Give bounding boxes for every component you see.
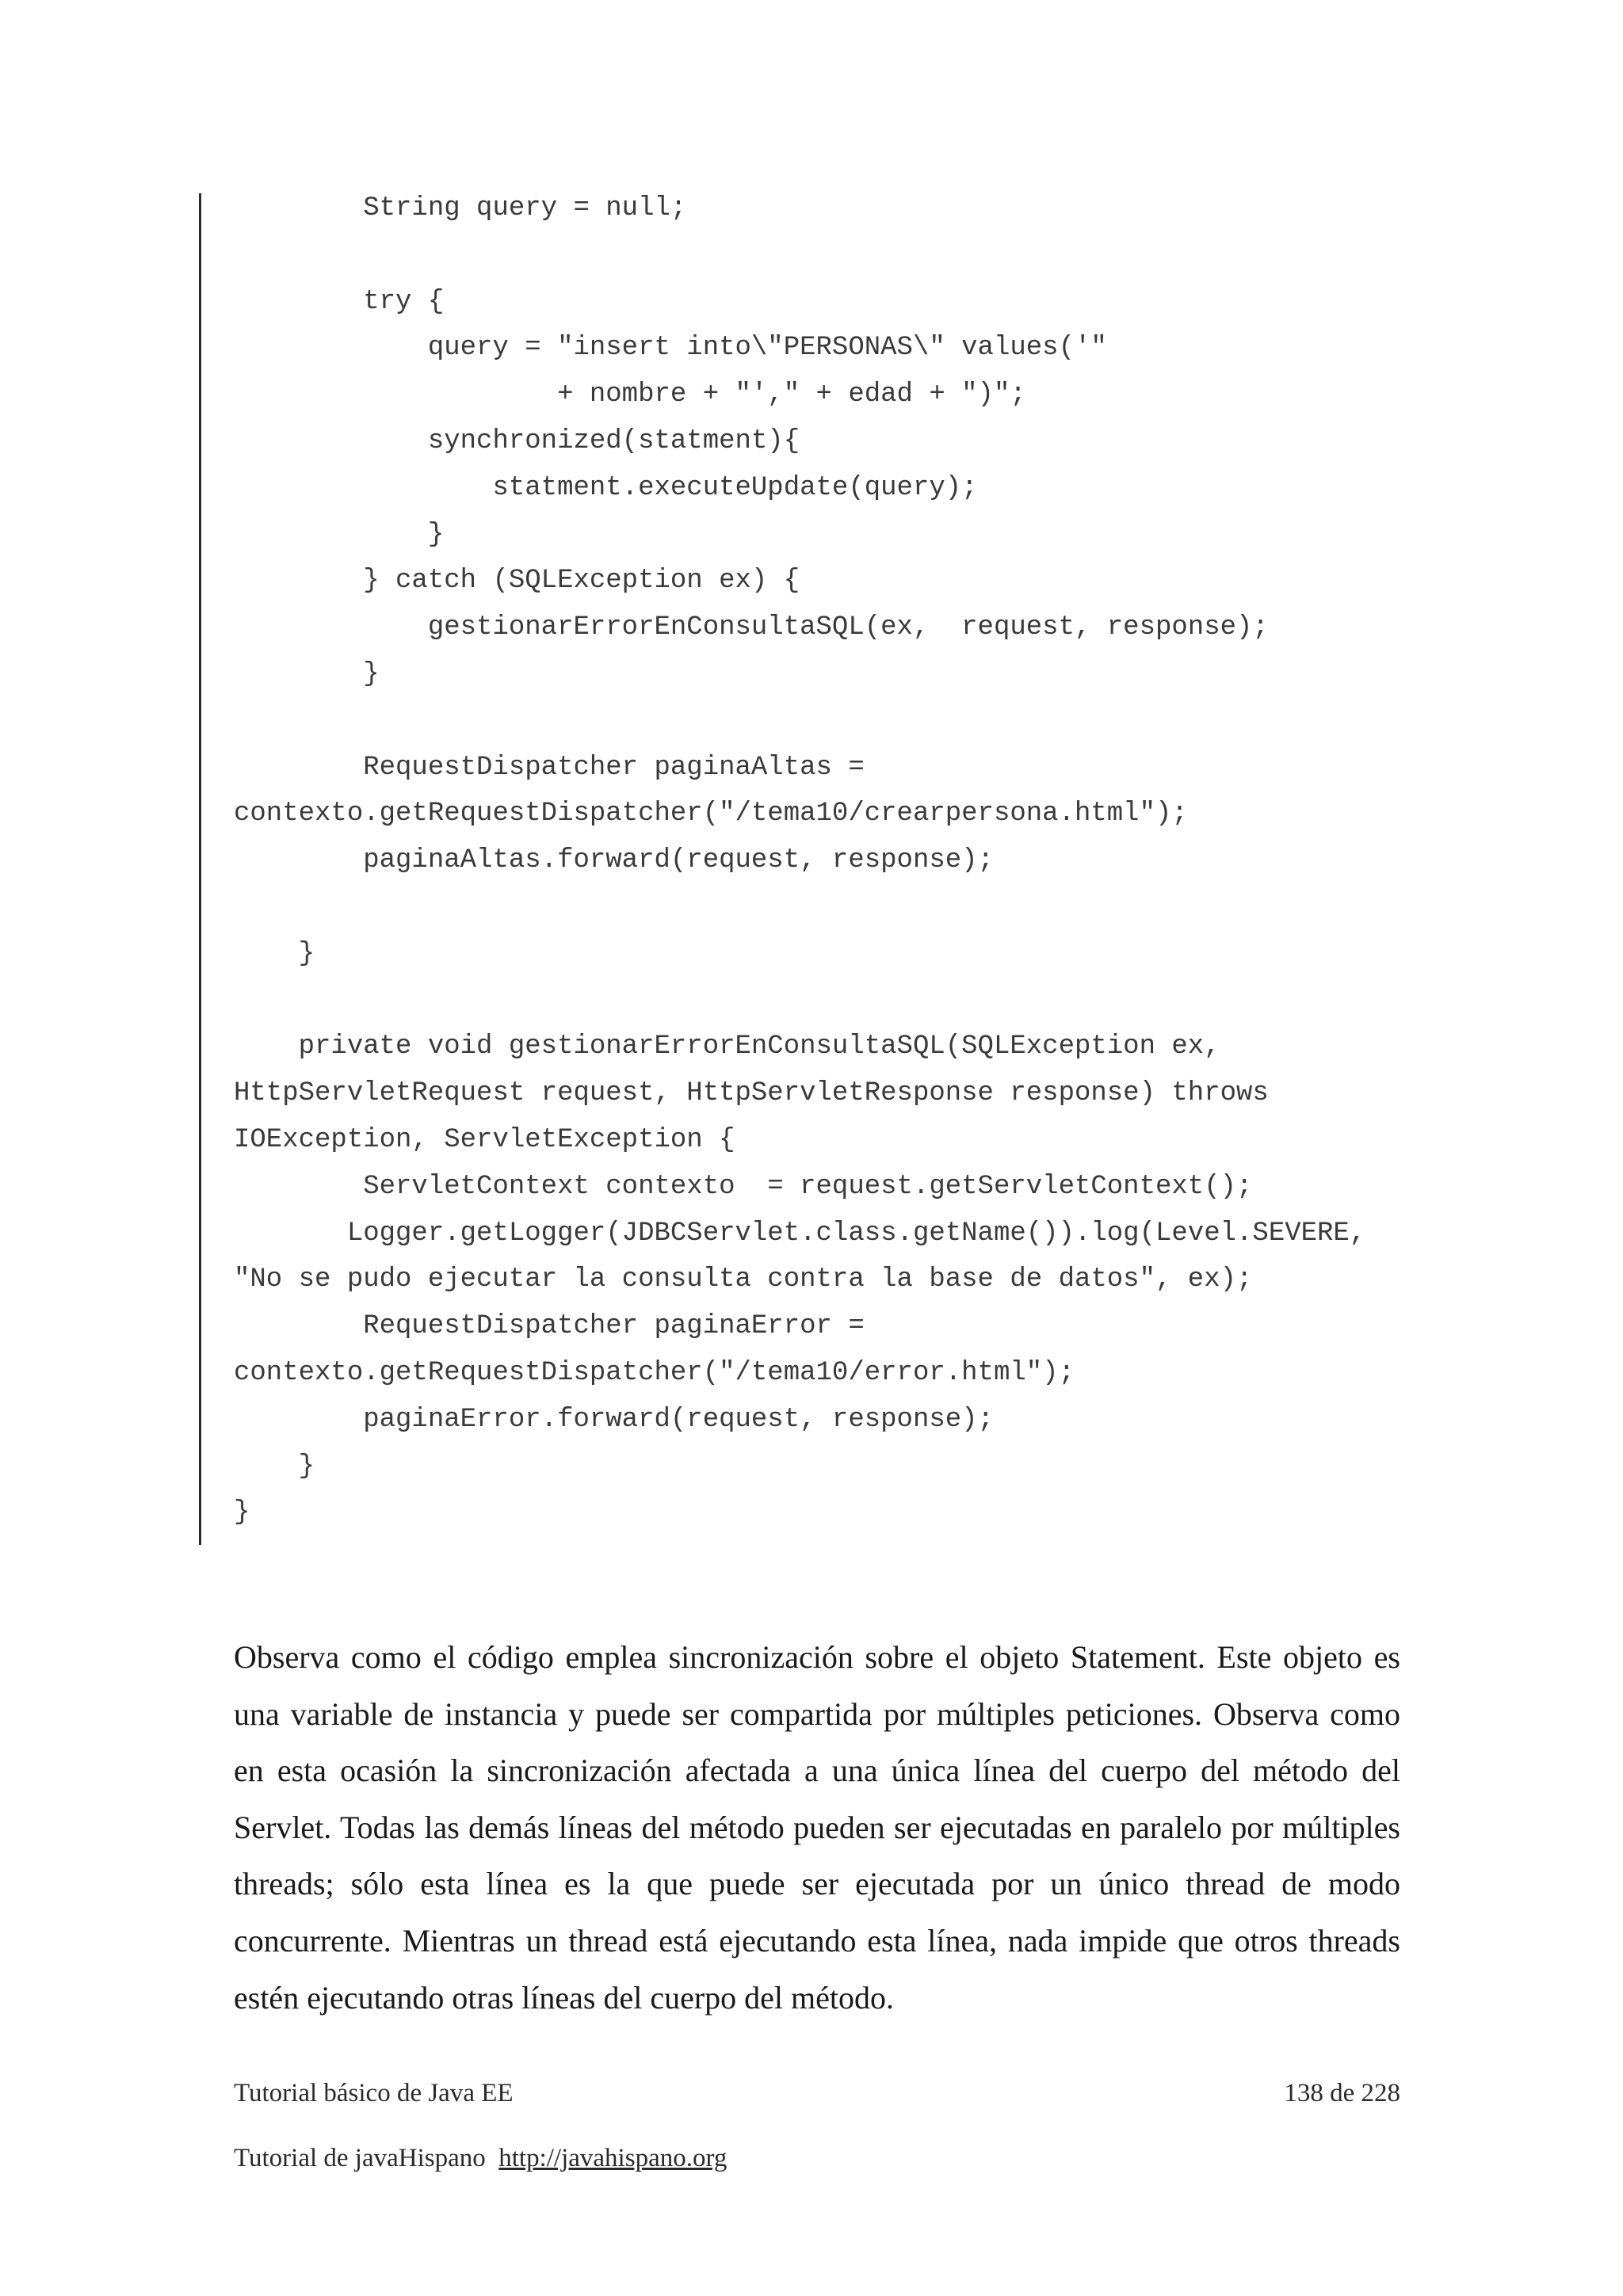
code-line: gestionarErrorEnConsultaSQL(ex, request, response); xyxy=(234,612,1269,643)
code-line: IOException, ServletException { xyxy=(234,1124,735,1155)
code-line: Logger.getLogger(JDBCServlet.class.getName()).log(Level.SEVERE, xyxy=(234,1218,1366,1249)
code-line: try { xyxy=(234,286,445,317)
code-line: HttpServletRequest request, HttpServletResponse response) throws xyxy=(234,1078,1269,1109)
code-line xyxy=(234,884,1423,931)
code-line: + nombre + "'," + edad + ")"; xyxy=(234,379,1026,410)
footer-source-text: Tutorial de javaHispano xyxy=(234,2144,486,2172)
code-line: } xyxy=(234,1497,250,1528)
code-line: RequestDispatcher paginaAltas = xyxy=(234,752,865,783)
code-line xyxy=(234,698,1423,745)
code-line xyxy=(234,978,1423,1024)
code-line: contexto.getRequestDispatcher("/tema10/error.html"); xyxy=(234,1357,1075,1388)
footer-source xyxy=(234,2144,727,2173)
code-line: } catch (SQLException ex) { xyxy=(234,566,800,597)
code-line: } xyxy=(234,1451,315,1482)
code-line: String query = null; xyxy=(234,193,687,223)
code-line: ServletContext contexto = request.getServletContext(); xyxy=(234,1171,1253,1202)
code-line: contexto.getRequestDispatcher("/tema10/crearpersona.html"); xyxy=(234,799,1188,830)
code-line: } xyxy=(234,658,380,689)
code-line: } xyxy=(234,938,315,969)
code-line: paginaError.forward(request, response); xyxy=(234,1404,994,1435)
code-line: statment.executeUpdate(query); xyxy=(234,472,978,503)
code-block-border xyxy=(199,193,201,1545)
code-line: } xyxy=(234,519,445,550)
code-line: synchronized(statment){ xyxy=(234,425,800,456)
code-line: paginaAltas.forward(request, response); xyxy=(234,845,994,876)
footer-source-link[interactable]: http://javahispano.org xyxy=(498,2144,727,2172)
code-block xyxy=(234,185,1423,1536)
code-line: "No se pudo ejecutar la consulta contra la base de datos", ex); xyxy=(234,1264,1253,1295)
code-line: RequestDispatcher paginaError = xyxy=(234,1311,865,1342)
body-paragraph: Observa como el código emplea sincronización sobre el objeto Statement. Este objeto es una variable de instancia y puede ser compartida por múltiples peticiones. Observa como en esta ocasión la sincronización afectada a una única línea del cuerpo del método del Servlet. Todas las demás líneas del método pueden ser ejecutadas en paralelo por múltiples threads; sólo esta línea es la que puede ser ejecutada por un único thread de modo concurrente. Mientras un thread está ejecutando esta línea, nada impide que otros threads estén ejecutando otras líneas del cuerpo del método. xyxy=(234,1639,1400,2016)
code-line: query = "insert into\"PERSONAS\" values('" xyxy=(234,333,1107,364)
footer-title: Tutorial básico de Java EE xyxy=(234,2079,514,2107)
code-line xyxy=(234,232,1423,279)
footer-page-number: 138 de 228 xyxy=(1284,2079,1400,2107)
code-line: private void gestionarErrorEnConsultaSQL(SQLException ex, xyxy=(234,1032,1220,1062)
